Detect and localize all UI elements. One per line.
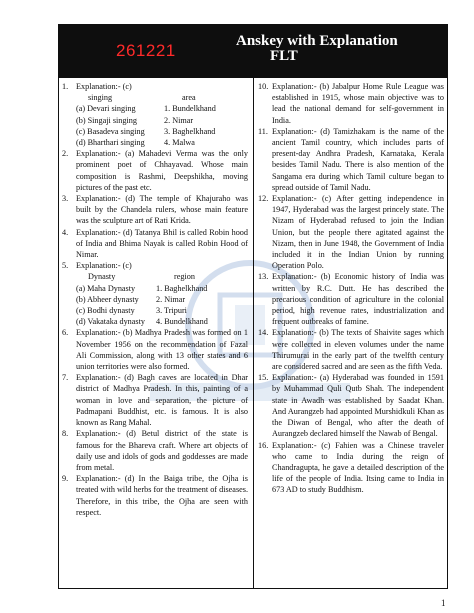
explanation-text: Explanation:- (b) Economic history of India was written by R.C. Dutt. He has described the precarious condition of agriculture in the colonial period, high revenue rates, industrialization and frequent outbreaks of famine. bbox=[272, 272, 444, 327]
question-number: 14. bbox=[258, 328, 269, 338]
title-line-1: Anskey with Explanation bbox=[236, 33, 398, 49]
question-number: 6. bbox=[62, 328, 69, 338]
table-cell: (c) Basadeva singing bbox=[76, 126, 145, 136]
question-15 bbox=[258, 372, 444, 439]
table-cell: (b) Abheer dynasty bbox=[76, 294, 139, 304]
question-13 bbox=[258, 271, 444, 327]
question-number: 4. bbox=[62, 227, 69, 237]
question-number: 15. bbox=[258, 373, 269, 383]
table-cell: 4. Malwa bbox=[164, 138, 195, 148]
explanation-text: Explanation:- (d) The temple of Khajuraho was built by the Chandela rulers, whose main feature was the sculpture art of Rati Krida. bbox=[76, 194, 248, 226]
explanation-text: Explanation:- (d) Bagh caves are located in Dhar district of Madhya Pradesh. In this, painting of a woman in love and separation, the picture of Padmapani Buddhist, etc. is famous. It is also known as Rang Mahal. bbox=[76, 373, 248, 428]
explanation-text: Explanation:- (c) bbox=[76, 261, 132, 271]
question-number: 10. bbox=[258, 82, 269, 91]
page-header bbox=[58, 24, 448, 78]
table-cell: 2. Nimar bbox=[164, 115, 194, 125]
table-cell: (b) Singaji singing bbox=[76, 115, 137, 125]
explanation-text: Explanation:- (c) After getting independence in 1947, Hyderabad was the largest princely state. The Nizam of Hyderabad refused to join the Indian Union, but the people there agitated against the Nizam, then in June 1948, the Government of India included it in the Indian Union by running Operation Polo. bbox=[272, 194, 444, 271]
table-cell: (a) Maha Dynasty bbox=[76, 283, 136, 293]
table-cell: 1. Bundelkhand bbox=[164, 104, 216, 114]
question-11 bbox=[258, 126, 444, 193]
question-9 bbox=[62, 473, 248, 518]
explanation-text: Explanation:- (b) Madhya Pradesh was formed on 1 November 1956 on the recommendation of Fazal Ali Commission, along with 13 other states and 6 union territories were also formed. bbox=[76, 328, 248, 372]
question-number: 13. bbox=[258, 272, 269, 282]
question-number: 8. bbox=[62, 429, 69, 439]
table-cell: 1. Baghelkhand bbox=[156, 283, 208, 293]
explanation-text: Explanation:- (d) Betul district of the state is famous for the Bhareva craft. Where art objects of daily use and idols of gods and goddesses are made from metal. bbox=[76, 429, 248, 472]
question-14 bbox=[258, 327, 444, 372]
table-header: area bbox=[182, 93, 196, 103]
question-number: 1. bbox=[62, 82, 69, 91]
explanation-text: Explanation:- (c) Fahien was a Chinese traveler who came to India during the reign of Chandragupta, he gave a detailed description of the life of the people of India. Itsing came to India in 673 AD to study Buddhism. bbox=[272, 440, 444, 495]
page-number: 1 bbox=[441, 598, 446, 608]
match-table-dynasty bbox=[76, 271, 248, 327]
column-divider bbox=[253, 78, 254, 589]
table-cell: 3. Baghelkhand bbox=[164, 126, 216, 136]
match-table-singing bbox=[76, 92, 248, 148]
question-number: 9. bbox=[62, 474, 69, 484]
question-number: 2. bbox=[62, 149, 69, 159]
right-column bbox=[258, 81, 444, 496]
question-4 bbox=[62, 227, 248, 261]
question-12 bbox=[258, 193, 444, 271]
question-10 bbox=[258, 81, 444, 126]
question-number: 5. bbox=[62, 261, 69, 271]
explanation-text: Explanation:- (d) In the Baiga tribe, the Ojha is treated with wild herbs for the treatment of diseases. Therefore, in this tribe, the Ojha are seen with respect. bbox=[76, 474, 248, 517]
table-header: region bbox=[174, 272, 195, 282]
table-cell: 3. Tripuri bbox=[156, 306, 187, 316]
table-cell: (d) Vakataka dynasty bbox=[76, 317, 145, 327]
question-number: 16. bbox=[258, 440, 269, 450]
explanation-text: Explanation:- (d) Tatanya Bhil is called Robin hood of India and Bhima Nayak is called Robin Hood of Nimar. bbox=[76, 227, 248, 260]
explanation-text: Explanation:- (b) Jabalpur Home Rule League was established in 1915, whose main objective was to lead the national demand for self-government in India. bbox=[272, 82, 444, 125]
table-header: singing bbox=[88, 93, 113, 103]
question-number: 3. bbox=[62, 194, 69, 204]
question-number: 11. bbox=[258, 126, 268, 136]
page-title bbox=[236, 34, 398, 64]
table-cell: (a) Devari singing bbox=[76, 104, 136, 114]
explanation-text: Explanation:- (a) Hyderabad was founded in 1591 by Muhammad Quli Qutb Shah. The independent state in Awadh was established by Saadat Khan. And Aurangzeb had appointed Murshidkuli Khan as the Diwan of Bengal, who after the death of Aurangzeb declared himself the Nawab of Bengal. bbox=[272, 373, 444, 439]
explanation-text: Explanation:- (c) bbox=[76, 82, 132, 91]
table-cell: 4. Bundelkhand bbox=[156, 317, 208, 327]
explanation-text: Explanation:- (b) The texts of Shaivite sages which were collected in eleven volumes under the name Thirumurai in the early part of the twelfth century are considered sacred and are seen as the fifth Veda. bbox=[272, 328, 444, 372]
question-number: 7. bbox=[62, 373, 69, 383]
question-5 bbox=[62, 260, 248, 327]
table-cell: (c) Bodhi dynasty bbox=[76, 306, 135, 316]
explanation-text: Explanation:- (a) Mahadevi Verma was the only prominent poet of Chhayavad. Whose main composition is Rashmi, Deepshikha, moving pictures of the past etc. bbox=[76, 149, 248, 192]
left-column bbox=[62, 81, 248, 518]
question-8 bbox=[62, 428, 248, 473]
test-code: 261221 bbox=[116, 41, 176, 60]
table-cell: 2. Nimar bbox=[156, 294, 186, 304]
table-cell: (d) Bharthari singing bbox=[76, 138, 145, 148]
question-3 bbox=[62, 193, 248, 227]
question-6 bbox=[62, 327, 248, 372]
question-2 bbox=[62, 148, 248, 193]
table-header: Dynasty bbox=[88, 272, 116, 282]
question-number: 12. bbox=[258, 194, 269, 204]
question-1 bbox=[62, 81, 248, 148]
question-16 bbox=[258, 440, 444, 496]
explanation-text: Explanation:- (d) Tamizhakam is the name of the ancient Tamil country, which includes parts of present-day Andhra Pradesh, Karnataka, Kerala besides Tamil Nadu. There is also mention of the Sangama era during which Tamil culture began to spread outside of Tamil Nadu. bbox=[272, 126, 444, 192]
title-line-2: FLT bbox=[270, 48, 298, 64]
question-7 bbox=[62, 372, 248, 428]
